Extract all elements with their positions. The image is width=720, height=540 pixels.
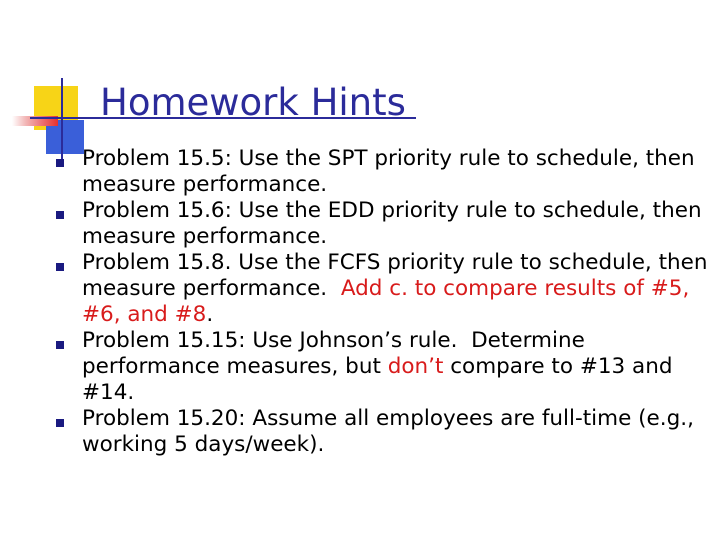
- square-bullet-icon: [56, 419, 64, 427]
- bullet-text: Problem 15.20: Assume all employees are full-time (e.g., working 5 days/week).: [82, 406, 694, 457]
- square-bullet-icon: [56, 159, 64, 167]
- bullet-text: Problem 15.15: Use Johnson’s rule. Determine performance measures, but: [82, 328, 592, 379]
- bullet-text: Problem 15.5: Use the SPT priority rule to schedule, then measure performance.: [82, 146, 695, 197]
- bullet-text: Problem 15.6: Use the EDD priority rule to schedule, then measure performance.: [82, 198, 702, 249]
- bullet-item: [50, 406, 716, 458]
- bullet-item: [50, 146, 716, 198]
- slide-logo-icon: [0, 0, 110, 160]
- square-bullet-icon: [56, 263, 64, 271]
- bullet-emphasis-text: Add c. to compare results of #5, #6, and #8: [82, 276, 690, 327]
- bullet-text: compare to #13 and #14.: [82, 354, 673, 405]
- bullet-item: [50, 198, 716, 250]
- square-bullet-icon: [56, 211, 64, 219]
- square-bullet-icon: [56, 341, 64, 349]
- bullet-text: Problem 15.8. Use the FCFS priority rule to schedule, then measure performance.: [82, 250, 715, 301]
- slide-title: Homework Hints: [100, 81, 406, 124]
- bullet-item: [50, 328, 716, 406]
- bullet-text: .: [206, 302, 214, 327]
- bullet-list: [50, 146, 716, 458]
- bullet-item: [50, 250, 716, 328]
- bullet-emphasis-text: don’t: [387, 354, 444, 379]
